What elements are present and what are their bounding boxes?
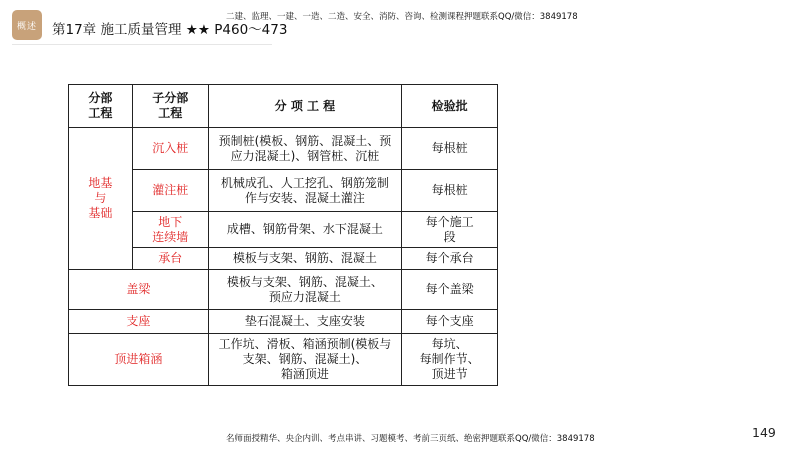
batch-cell: 每个施工 段 [402,212,498,248]
table-row [69,334,498,386]
table-row [69,212,498,248]
batch-cell: 每个承台 [402,248,498,270]
batch-cell: 每根桩 [402,170,498,212]
table-row [69,270,498,310]
quality-table [68,84,498,386]
table-header-row [69,85,498,128]
page-number: 149 [752,425,776,440]
header-subdivision: 子分部 工程 [132,85,208,128]
item-cell: 预制桩(模板、钢筋、混凝土、预 应力混凝土)、钢管桩、沉桩 [208,128,402,170]
chapter-title: 第17章 施工质量管理 ★★ P460～473 [52,22,288,38]
item-cell: 模板与支架、钢筋、混凝土 [208,248,402,270]
bottom-promo-text: 名师面授精华、央企内训、考点串讲、习题模考、考前三页纸、绝密押题联系QQ/微信：3849178 [226,434,595,444]
top-promo-text: 二建、监理、一建、一造、二造、安全、消防、咨询、检测课程押题联系QQ/微信：3849178 [226,12,578,22]
header-batch: 检验批 [402,85,498,128]
group-label: 地基 与 基础 [69,128,133,270]
logo-badge [12,10,42,40]
batch-cell: 每个支座 [402,310,498,334]
division-cell: 盖梁 [69,270,209,310]
item-cell: 模板与支架、钢筋、混凝土、 预应力混凝土 [208,270,402,310]
item-cell: 机械成孔、人工挖孔、钢筋笼制 作与安装、混凝土灌注 [208,170,402,212]
subdivision-cell: 沉入桩 [132,128,208,170]
division-cell: 顶进箱涵 [69,334,209,386]
table-row [69,128,498,170]
logo-badge-text: 概述 [16,21,37,32]
item-cell: 垫石混凝土、支座安装 [208,310,402,334]
batch-cell: 每个盖梁 [402,270,498,310]
subdivision-cell: 灌注桩 [132,170,208,212]
batch-cell: 每根桩 [402,128,498,170]
subdivision-cell: 承台 [132,248,208,270]
table-row [69,310,498,334]
division-cell: 支座 [69,310,209,334]
item-cell: 工作坑、滑板、箱涵预制(模板与 支架、钢筋、混凝土)、 箱涵顶进 [208,334,402,386]
table-row [69,248,498,270]
header-division: 分部 工程 [69,85,133,128]
table-row [69,170,498,212]
header-item: 分 项 工 程 [208,85,402,128]
item-cell: 成槽、钢筋骨架、水下混凝土 [208,212,402,248]
batch-cell: 每坑、 每制作节、 顶进节 [402,334,498,386]
header-divider [12,44,272,45]
subdivision-cell: 地下 连续墙 [132,212,208,248]
